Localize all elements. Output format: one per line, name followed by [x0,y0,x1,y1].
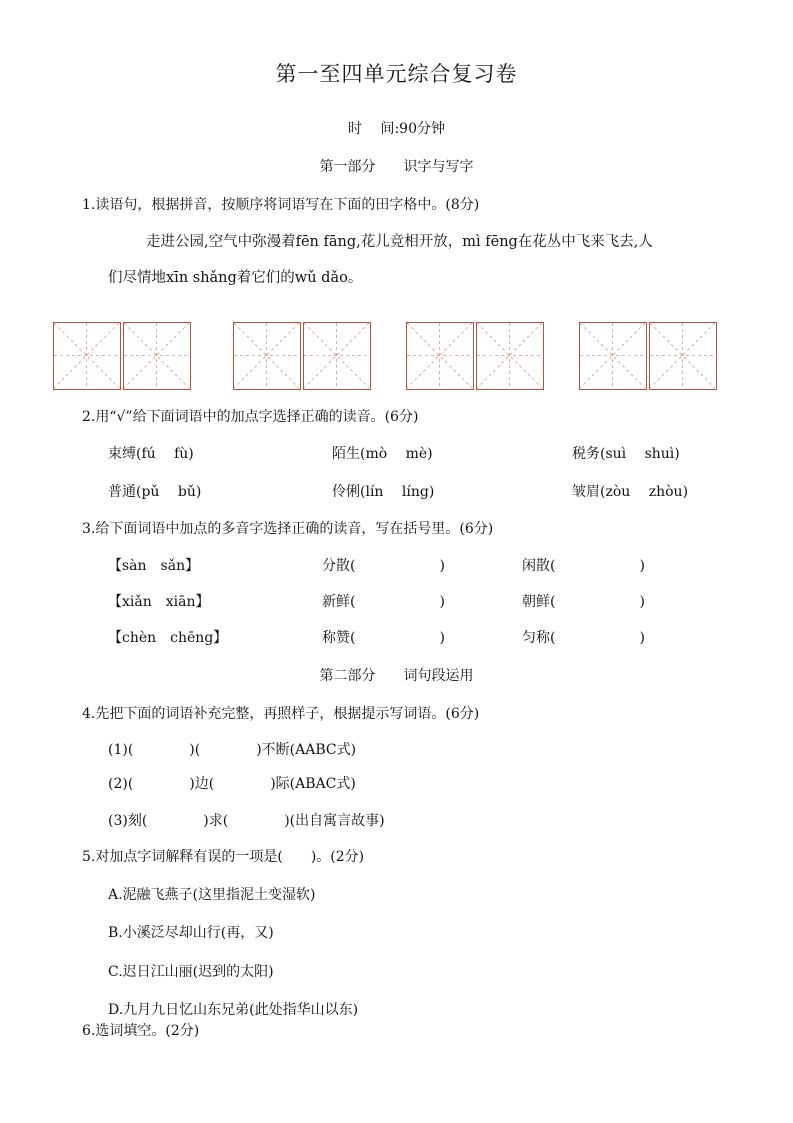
q3-blank[interactable]: 闲散( ) [522,558,645,574]
q2-item: 普通(pǔ bǔ) [108,484,202,500]
q1-prompt: 1.读语句，根据拼音，按顺序将词语写在下面的田字格中。(8分) [82,197,480,213]
q6-prompt: 6.选词填空。(2分) [82,1023,200,1039]
q3-blank[interactable]: 匀称( ) [522,630,645,646]
time-label: 时 间:90分钟 [348,121,445,137]
q3-options: 【chèn chēng】 [108,630,228,646]
q4-item[interactable]: (3)刻( )求( )(出自寓言故事) [108,813,385,829]
tianzige-cell[interactable] [233,322,301,390]
q2-item: 皱眉(zòu zhòu) [572,484,689,500]
q2-prompt: 2.用“√”给下面词语中的加点字选择正确的读音。(6分) [82,409,419,425]
q3-options: 【xiǎn xiān】 [108,594,210,610]
q4-prompt: 4.先把下面的词语补充完整，再照样子，根据提示写词语。(6分) [82,706,480,722]
q5-option-a[interactable]: A.泥融飞燕子(这里指泥土变湿软) [108,887,316,903]
q5-option-c[interactable]: C.迟日江山丽(迟到的太阳) [108,964,274,980]
part2-heading: 第二部分 词句段运用 [319,668,474,684]
q4-item[interactable]: (1)( )( )不断(AABC式) [108,742,357,758]
q3-blank[interactable]: 朝鲜( ) [522,594,645,610]
part1-heading: 第一部分 识字与写字 [319,159,474,175]
q2-item: 税务(suì shuì) [572,446,680,462]
tianzige-cell[interactable] [579,322,647,390]
q3-options: 【sàn sǎn】 [108,558,200,574]
q2-item: 束缚(fú fù) [108,446,194,462]
q1-passage-line2: 们尽情地xīn shǎng着它们的wǔ dǎo。 [108,270,363,286]
q4-item[interactable]: (2)( )边( )际(ABAC式) [108,776,356,792]
q3-prompt: 3.给下面词语中加点的多音字选择正确的读音，写在括号里。(6分) [82,521,494,537]
tianzige-cell[interactable] [303,322,371,390]
tianzige-cell[interactable] [649,322,717,390]
q5-prompt: 5.对加点字词解释有误的一项是( )。(2分) [82,849,365,865]
tianzige-cell[interactable] [406,322,474,390]
tianzige-cell[interactable] [53,322,121,390]
q2-item: 伶俐(lín líng) [332,484,435,500]
q2-item: 陌生(mò mè) [332,446,433,462]
q3-blank[interactable]: 新鲜( ) [322,594,445,610]
tianzige-cell[interactable] [123,322,191,390]
q1-passage-line1: 走进公园,空气中弥漫着fēn fāng,花儿竞相开放，mì fēng在花丛中飞来飞去,人 [146,234,653,250]
q3-blank[interactable]: 称赞( ) [322,630,445,646]
q3-blank[interactable]: 分散( ) [322,558,445,574]
page-title: 第一至四单元综合复习卷 [275,62,518,86]
q5-option-d[interactable]: D.九月九日忆山东兄弟(此处指华山以东) [108,1002,359,1018]
tianzige-cell[interactable] [476,322,544,390]
q5-option-b[interactable]: B.小溪泛尽却山行(再，又) [108,925,274,941]
